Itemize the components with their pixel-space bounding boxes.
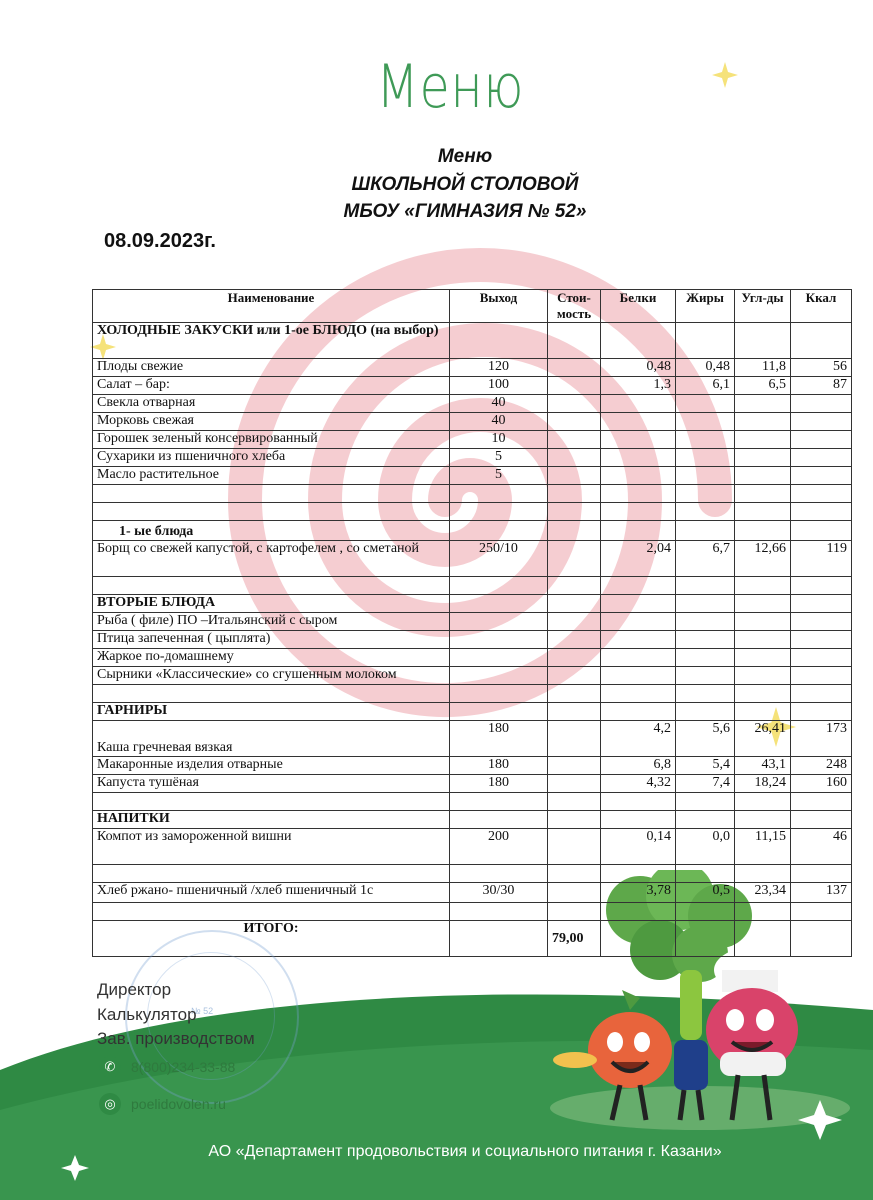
dish-fat: 6,7 [676,541,735,577]
dish-kcal: 160 [791,775,852,793]
dish-fat: 6,1 [676,377,735,395]
dish-fat: 0,0 [676,829,735,865]
dish-kcal: 248 [791,757,852,775]
total-cost: 79,00 [548,921,601,957]
dish-carbs: 11,8 [735,359,791,377]
section-first: 1- ые блюда [93,521,450,541]
col-kcal-header: Ккал [791,290,852,323]
table-row [93,829,852,865]
dish-name: Рыба ( филе) ПО –Итальянский с сыром [93,613,450,631]
dish-kcal: 46 [791,829,852,865]
table-row [93,467,852,485]
table-row [93,359,852,377]
dish-output: 180 [450,757,548,775]
col-fat-header: Жиры [676,290,735,323]
header-line-3: МБОУ «ГИМНАЗИЯ № 52» [343,201,587,222]
dish-protein: 3,78 [601,883,676,903]
dish-kcal: 137 [791,883,852,903]
dish-name: Сырники «Классические» со сгушенным молоком [93,667,450,685]
total-label: ИТОГО: [93,921,450,957]
dish-output: 10 [450,431,548,449]
dish-carbs: 11,15 [735,829,791,865]
dish-kcal: 119 [791,541,852,577]
dish-name: Борщ со свежей капустой, с картофелем , со сметаной [93,541,450,577]
header-line-2: ШКОЛЬНОЙ СТОЛОВОЙ [351,174,579,195]
section-row [93,323,852,359]
dish-protein: 0,48 [601,359,676,377]
section-second: ВТОРЫЕ БЛЮДА [93,595,450,613]
dish-name: Компот из замороженной вишни [93,829,450,865]
table-row [93,775,852,793]
dish-output: 180 [450,775,548,793]
table-header-row [93,290,852,323]
dish-carbs: 6,5 [735,377,791,395]
dish-name: Каша гречневая вязкая [93,721,450,757]
dish-fat: 0,5 [676,883,735,903]
table-row [93,721,852,757]
dish-name: Капуста тушёная [93,775,450,793]
phone-icon: ✆ [99,1056,121,1078]
dish-output: 100 [450,377,548,395]
dish-name: Жаркое по-домашнему [93,649,450,667]
dish-output: 250/10 [450,541,548,577]
dish-protein: 6,8 [601,757,676,775]
section-row [93,521,852,541]
dish-carbs: 18,24 [735,775,791,793]
col-carbs-header: Угл-ды [735,290,791,323]
dish-carbs: 26,41 [735,721,791,757]
table-row [93,449,852,467]
dish-fat: 5,6 [676,721,735,757]
website-link: poelidovolen.ru [131,1096,226,1112]
empty-row [93,865,852,883]
signature-director: Директор [97,980,172,999]
section-cold: ХОЛОДНЫЕ ЗАКУСКИ или 1-ое БЛЮДО (на выбор) [93,323,450,359]
sparkle-icon [712,62,738,88]
dish-carbs: 12,66 [735,541,791,577]
dish-carbs: 23,34 [735,883,791,903]
section-row [93,595,852,613]
dish-protein: 1,3 [601,377,676,395]
dish-carbs: 43,1 [735,757,791,775]
col-name-header: Наименование [93,290,450,323]
empty-row [93,485,852,503]
dish-name: Птица запеченная ( цыплята) [93,631,450,649]
table-row [93,631,852,649]
dish-name: Горошек зеленый консервированный [93,431,450,449]
col-cost-header: Стои-мость [548,290,601,323]
dish-name: Макаронные изделия отварные [93,757,450,775]
col-protein-header: Белки [601,290,676,323]
menu-logo: Меню [376,52,525,122]
table-row [93,613,852,631]
section-drinks: НАПИТКИ [93,811,450,829]
dish-name: Масло растительное [93,467,450,485]
table-row [93,431,852,449]
table-row [93,413,852,431]
dish-fat: 0,48 [676,359,735,377]
dish-name: Салат – бар: [93,377,450,395]
header-line-1: Меню [437,146,493,167]
dish-fat: 7,4 [676,775,735,793]
table-row [93,649,852,667]
table-row [93,377,852,395]
dish-name: Хлеб ржано- пшеничный /хлеб пшеничный 1с [93,883,450,903]
globe-icon: ◎ [99,1093,121,1115]
section-row [93,703,852,721]
footer-organization: АО «Департамент продовольствия и социального питания г. Казани» [208,1143,722,1160]
dish-name: Плоды свежие [93,359,450,377]
section-row [93,811,852,829]
table-row [93,667,852,685]
empty-row [93,793,852,811]
contact-phone[interactable] [99,1056,235,1078]
col-output-header: Выход [450,290,548,323]
dish-protein: 4,32 [601,775,676,793]
dish-name: Морковь свежая [93,413,450,431]
dish-output: 200 [450,829,548,865]
menu-table [92,289,852,957]
dish-output: 120 [450,359,548,377]
dish-output: 5 [450,449,548,467]
table-row [93,757,852,775]
empty-row [93,577,852,595]
dish-kcal: 56 [791,359,852,377]
official-stamp: № 52 [125,930,299,1104]
contact-website[interactable] [99,1093,226,1115]
dish-output: 40 [450,395,548,413]
dish-kcal: 87 [791,377,852,395]
dish-fat: 5,4 [676,757,735,775]
dish-protein: 0,14 [601,829,676,865]
dish-kcal: 173 [791,721,852,757]
dish-protein: 2,04 [601,541,676,577]
signature-calculator: Калькулятор [97,1005,197,1024]
dish-output: 5 [450,467,548,485]
dish-name: Свекла отварная [93,395,450,413]
dish-name: Сухарики из пшеничного хлеба [93,449,450,467]
section-garnish: ГАРНИРЫ [93,703,450,721]
phone-number: 8(800)234-33-88 [131,1059,236,1075]
dish-output: 30/30 [450,883,548,903]
dish-protein: 4,2 [601,721,676,757]
menu-date: 08.09.2023г. [104,230,216,252]
empty-row [93,685,852,703]
signature-production: Зав. производством [97,1029,255,1048]
table-row [93,541,852,577]
table-row [93,395,852,413]
table-row [93,883,852,903]
empty-row [93,503,852,521]
dish-output: 40 [450,413,548,431]
empty-row [93,903,852,921]
dish-output: 180 [450,721,548,757]
